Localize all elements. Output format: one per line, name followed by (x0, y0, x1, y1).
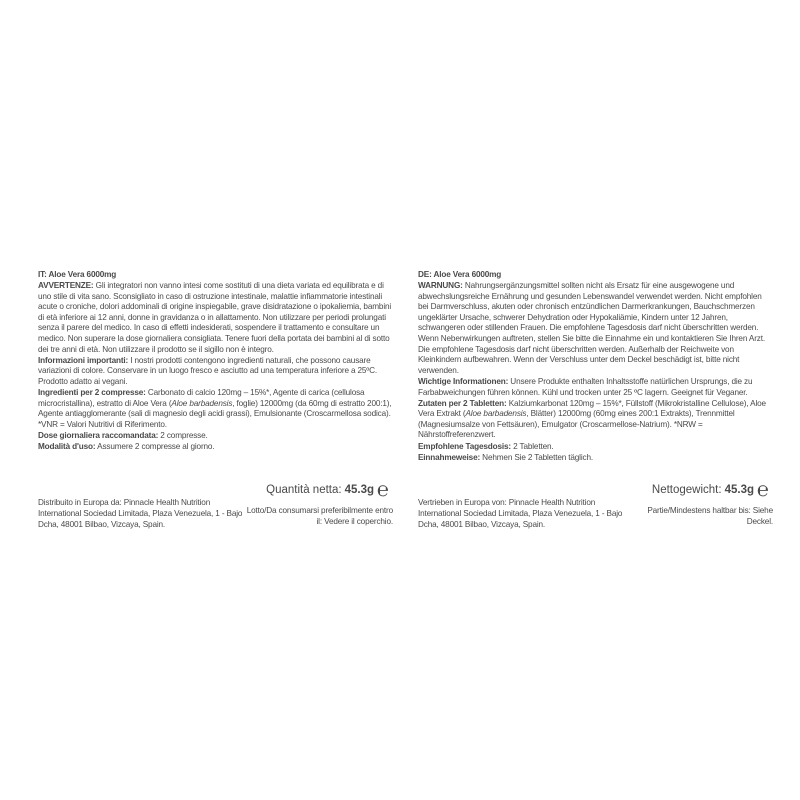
ingredients-text-de-2: , Blätter) 12000mg (60mg eines 200:1 Extrakts), Trennmittel (Magnesiumsalze von Fettsäuren), Emulgator (Croscarmellose-Natrium). *NRW = Nährstoffreferenzwert. (418, 409, 735, 440)
warnings-it (38, 281, 393, 355)
usage-text-de: Nehmen Sie 2 Tabletten täglich. (480, 452, 593, 462)
ingredients-italic-it: Aloe barbadensis (171, 398, 233, 408)
net-label-it: Quantità netta: (266, 484, 342, 496)
distributor-it: Distribuito in Europa da: Pinnacle Health Nutrition International Sociedad Limitada, Plaza Venezuela, 1 - Bajo Dcha, 48001 Bilbao, Vizcaya, Spain. (38, 498, 243, 529)
usage-de (418, 453, 773, 464)
info-text-de: Unsere Produkte enthalten Inhaltsstoffe natürlichen Ursprungs, die zu Farbabweichungen führen können. Kühl und trocken unter 25 ºC lagern. Geeignet für Veganer. (418, 376, 753, 397)
warnings-de (418, 281, 773, 376)
warnings-label-it: AVVERTENZE: (38, 281, 94, 291)
ingredients-it (38, 388, 393, 430)
warnings-text-it: Gli integratori non vanno intesi come sostituti di una dieta variata ed equilibrata e di uno stile di vita sano. Sconsigliato in caso di ostruzione intestinale, malattie infiammatorie intestinali acute o croniche, dolori addominali di origine inspiegabile, grave disidratazione o ipokaliemia, bambini di età inferiore ai 12 anni, donne in gravidanza o in allattamento. Non utilizzare per periodi prolungati senza il parere del medico. In caso di effetti indesiderati, sospendere il trattamento e consultare un medico. Non superare la dose giornaliera consigliata. Tenere fuori della portata dei bambini al di sotto dei tre anni di età. Non utilizzare il prodotto se il sigillo non è integro. (38, 281, 392, 354)
footer-german (418, 479, 773, 544)
estimated-sign-icon: ℮ (757, 479, 770, 501)
dose-it (38, 431, 393, 442)
ingredients-label-it: Ingredienti per 2 compresse: (38, 388, 146, 398)
warnings-text-de: Nahrungsergänzungsmittel sollten nicht als Ersatz für eine ausgewogene und abwechslungsreiche Ernährung und gesunden Lebenswandel verwendet werden. Nicht empfohlen bei Darmverschluss, akuten oder chronisch entzündlichen Darmerkrankungen, Bauchschmerzen ungeklärter Ursache, schwerer Dehydration oder Hypokaliämie, Kindern unter 12 Jahren, schwangeren oder stillenden Frauen. Die empfohlene Tagesdosis darf nicht überschritten werden. Wenn Nebenwirkungen auftreten, stellen Sie bitte die Einnahme ein und kontaktieren Sie Ihren Arzt. Die empfohlene Tagesdosis darf nicht überschritten werden. Außerhalb der Reichweite von Kleinkindern aufbewahren. Wenn der Verschluss unter dem Deckel beschädigt ist, bitte nicht verwenden. (418, 281, 765, 375)
net-value-it: 45.3g (344, 484, 374, 496)
dose-label-it: Dose giornaliera raccomandata: (38, 430, 159, 440)
product-title-de: DE: Aloe Vera 6000mg (418, 270, 502, 279)
label-column-italian (38, 270, 393, 453)
lot-info-de: Partie/Mindestens haltbar bis: Siehe Deckel. (647, 506, 773, 526)
ingredients-text-it-2: , foglie) 12000mg (da 60mg di estratto 200:1), Agente antiagglomerante (sali di magnesio degli acidi grassi), Emulsionante (Croscarmellosa sodica). *VNR = Valori Nutritivi di Riferimento. (38, 398, 392, 429)
product-title-it: IT: Aloe Vera 6000mg (38, 270, 117, 279)
info-label-de: Wichtige Informationen: (418, 376, 509, 386)
ingredients-label-de: Zutaten per 2 Tabletten: (418, 398, 507, 408)
dose-label-de: Empfohlene Tagesdosis: (418, 441, 511, 451)
warnings-label-de: WARNUNG: (418, 281, 463, 291)
lot-info-it: Lotto/Da consumarsi preferibilmente entro il: Vedere il coperchio. (246, 506, 393, 526)
info-text-it: I nostri prodotti contengono ingredienti naturali, che possono causare variazioni di colore. Conservare in un luogo fresco e asciutto ad una temperatura inferiore a 25ºC. Prodotto adatto ai vegani. (38, 355, 378, 386)
label-column-german (418, 270, 773, 464)
info-de (418, 377, 773, 398)
net-quantity-it (266, 479, 393, 501)
usage-label-it: Modalità d'uso: (38, 442, 96, 451)
dose-text-it: 2 compresse. (158, 430, 208, 440)
estimated-sign-icon: ℮ (377, 479, 390, 501)
usage-text-it: Assumere 2 compresse al giorno. (95, 442, 215, 451)
usage-it (38, 442, 393, 453)
distributor-de: Vertrieben in Europa von: Pinnacle Health Nutrition International Sociedad Limitada, Plaza Venezuela, 1 - Bajo Dcha, 48001 Bilbao, Vizcaya, Spain. (418, 498, 623, 529)
ingredients-text-it-1: Carbonato di calcio 120mg – 15%*, Agente di carica (cellulosa microcristallina), estratto di Aloe Vera ( (38, 388, 365, 408)
net-label-de: Nettogewicht: (651, 484, 722, 496)
dose-text-de: 2 Tabletten. (511, 441, 554, 451)
info-it (38, 356, 393, 388)
net-value-de: 45.3g (724, 484, 754, 496)
net-quantity-de (651, 479, 773, 501)
usage-label-de: Einnahmeweise: (418, 452, 481, 462)
ingredients-italic-de: Aloe barbadensis (465, 409, 527, 419)
dose-de (418, 442, 773, 453)
ingredients-text-de-1: Kalziumkarbonat 120mg – 15%*, Füllstoff (Mikrokristalline Cellulose), Aloe Vera Extrakt ( (418, 398, 766, 419)
footer-italian (38, 479, 393, 544)
ingredients-de (418, 399, 773, 441)
info-label-it: Informazioni importanti: (38, 355, 129, 365)
